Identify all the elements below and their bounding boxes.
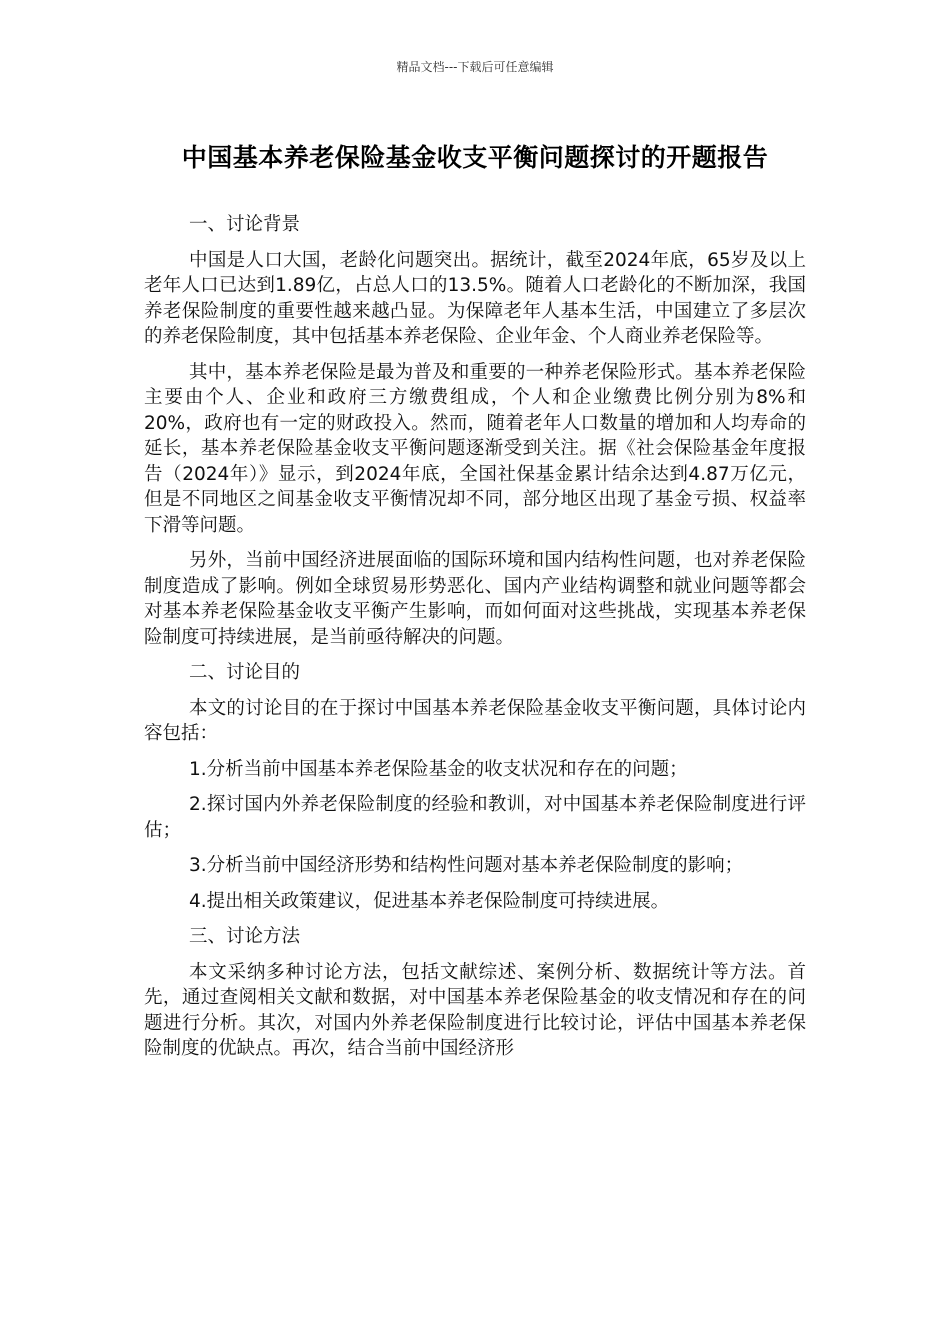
section-heading-method: 三、讨论方法 <box>189 926 301 947</box>
section-heading-purpose: 二、讨论目的 <box>189 662 301 683</box>
document-body <box>144 212 806 1072</box>
section-heading-background: 一、讨论背景 <box>189 214 301 235</box>
paragraph-purpose-intro: 本文的讨论目的在于探讨中国基本养老保险基金收支平衡问题，具体讨论内容包括： <box>144 697 806 744</box>
document-title: 中国基本养老保险基金收支平衡问题探讨的开题报告 <box>181 143 769 172</box>
list-item-purpose-1: 1.分析当前中国基本养老保险基金的收支状况和存在的问题； <box>189 758 688 780</box>
list-item-purpose-2: 2.探讨国内外养老保险制度的经验和教训，对中国基本养老保险制度进行评估； <box>144 794 806 841</box>
paragraph-method-1: 本文采纳多种讨论方法，包括文献综述、案例分析、数据统计等方法。首先，通过查阅相关文献和数据，对中国基本养老保险基金的收支情况和存在的问题进行分析。其次，对国内外养老保险制度进行比较讨论，评估中国基本养老保险制度的优缺点。再次，结合当前中国经济形 <box>144 961 806 1059</box>
list-item-purpose-3: 3.分析当前中国经济形势和结构性问题对基本养老保险制度的影响； <box>189 855 744 876</box>
paragraph-background-1: 中国是人口大国，老龄化问题突出。据统计，截至2024年底，65岁及以上老年人口已达到1.89亿，占总人口的13.5%。随着人口老龄化的不断加深，我国养老保险制度的重要性越来越凸显。为保障老年人基本生活，中国建立了多层次的养老保险制度，其中包括基本养老保险、企业年金、个人商业养老保险等。 <box>144 249 806 347</box>
paragraph-background-2: 其中，基本养老保险是最为普及和重要的一种养老保险形式。基本养老保险主要由个人、企业和政府三方缴费组成，个人和企业缴费比例分别为8%和20%，政府也有一定的财政投入。然而，随着老年人口数量的增加和人均寿命的延长，基本养老保险基金收支平衡问题逐渐受到关注。据《社会保险基金年度报告（2024年）》显示，到2024年底，全国社保基金累计结余达到4.87万亿元，但是不同地区之间基金收支平衡情况却不同，部分地区出现了基金亏损、权益率下滑等问题。 <box>144 361 806 536</box>
paragraph-background-3: 另外，当前中国经济进展面临的国际环境和国内结构性问题，也对养老保险制度造成了影响。例如全球贸易形势恶化、国内产业结构调整和就业问题等都会对基本养老保险基金收支平衡产生影响，而如何面对这些挑战，实现基本养老保险制度可持续进展，是当前亟待解决的问题。 <box>144 550 806 648</box>
header-note: 精品文档---下载后可任意编辑 <box>396 60 554 74</box>
list-item-purpose-4: 4.提出相关政策建议，促进基本养老保险制度可持续进展。 <box>189 890 670 912</box>
